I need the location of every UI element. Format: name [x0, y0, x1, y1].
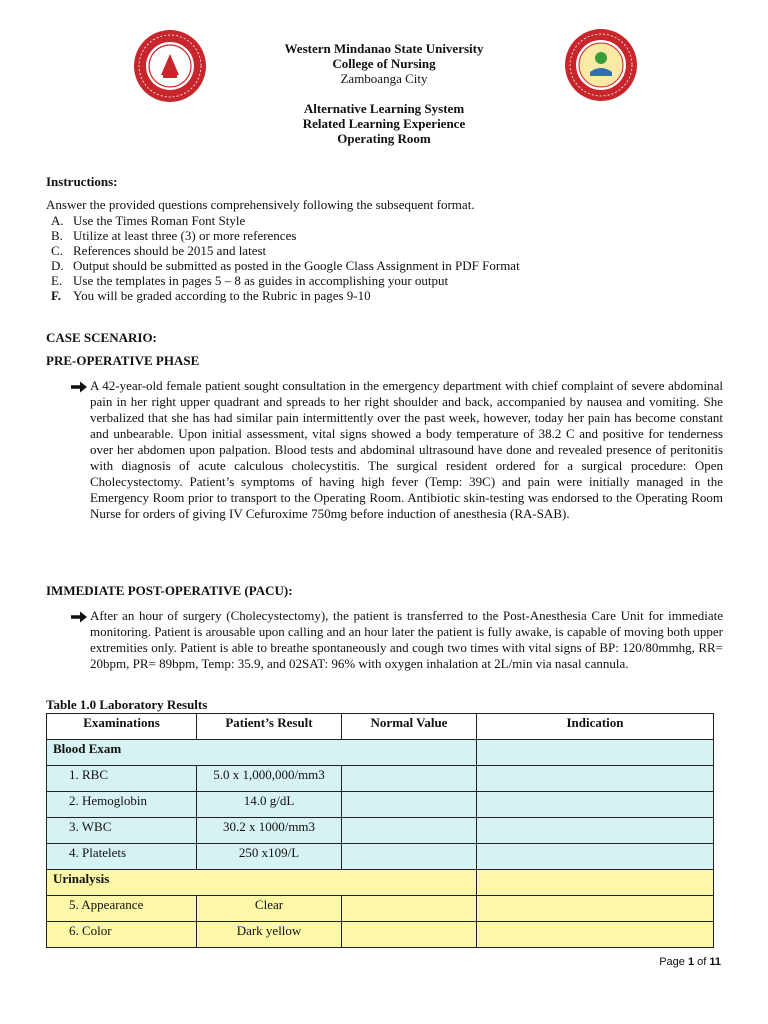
instructions-intro: Answer the provided questions comprehensively following the subsequent format.: [46, 197, 475, 212]
normal-value-cell[interactable]: [342, 844, 477, 870]
indication-cell[interactable]: [477, 766, 714, 792]
instruction-text: Utilize at least three (3) or more references: [73, 228, 297, 243]
exam-cell: 5. Appearance: [47, 896, 197, 922]
instruction-text: You will be graded according to the Rubric in pages 9-10: [73, 288, 371, 303]
instruction-item: [51, 288, 731, 303]
exam-cell: 1. RBC: [47, 766, 197, 792]
result-cell: Dark yellow: [197, 922, 342, 948]
pre-operative-label: PRE-OPERATIVE PHASE: [46, 353, 200, 368]
table-caption: Table 1.0 Laboratory Results: [46, 697, 208, 712]
area-title: Operating Room: [337, 131, 431, 146]
result-cell: 30.2 x 1000/mm3: [197, 818, 342, 844]
instruction-letter: C.: [51, 243, 63, 258]
exam-cell: 4. Platelets: [47, 844, 197, 870]
page-total: 11: [709, 956, 721, 968]
city-name: Zamboanga City: [340, 71, 428, 86]
instruction-text: References should be 2015 and latest: [73, 243, 267, 258]
instruction-letter: A.: [51, 213, 64, 228]
indication-cell[interactable]: [477, 792, 714, 818]
result-cell: 5.0 x 1,000,000/mm3: [197, 766, 342, 792]
table-row: [47, 792, 714, 818]
header-indication: Indication: [477, 714, 714, 740]
exam-cell: 3. WBC: [47, 818, 197, 844]
instruction-item: [51, 273, 731, 288]
instruction-item: [51, 258, 731, 273]
normal-value-cell[interactable]: [342, 922, 477, 948]
normal-value-cell[interactable]: [342, 792, 477, 818]
indication-cell[interactable]: [477, 818, 714, 844]
instruction-letter: D.: [51, 258, 64, 273]
result-cell: 250 x109/L: [197, 844, 342, 870]
instruction-text: Use the templates in pages 5 – 8 as guides in accomplishing your output: [73, 273, 449, 288]
college-name: College of Nursing: [332, 56, 436, 71]
indication-cell[interactable]: [477, 844, 714, 870]
instruction-letter: E.: [51, 273, 63, 288]
section-indication-cell: [477, 870, 714, 896]
program-title: Alternative Learning System: [303, 101, 465, 116]
table-row: [47, 922, 714, 948]
post-operative-text: After an hour of surgery (Cholecystectomy), the patient is transferred to the Post-Anesthesia Care Unit for immediate monitoring. Patient is arousable upon calling and an hour later the patient is fully awake, is capable of moving both upper extremities only. Patient is able to breathe spontaneously and cough two times with vital signs of BP: 120/80mmhg, RR= 20bpm, PR= 89bpm, Temp: 35.9, and 02SAT: 96% with oxygen inhalation at 2L/min via nasal cannula.: [90, 608, 723, 671]
instruction-letter: B.: [51, 228, 63, 243]
header-patient-result: Patient’s Result: [197, 714, 342, 740]
result-cell: Clear: [197, 896, 342, 922]
instruction-text: Use the Times Roman Font Style: [73, 213, 246, 228]
exam-cell: 2. Hemoglobin: [47, 792, 197, 818]
table-row: [47, 844, 714, 870]
section-row-blood-exam: [47, 740, 714, 766]
page-number: [659, 956, 721, 968]
instructions-list: [51, 213, 731, 303]
header-examinations: Examinations: [47, 714, 197, 740]
instruction-letter: F.: [51, 288, 61, 303]
laboratory-results-table: [46, 713, 714, 948]
arrow-right-icon: [70, 380, 88, 394]
case-scenario-label: CASE SCENARIO:: [46, 330, 157, 345]
instruction-item: [51, 243, 731, 258]
indication-cell[interactable]: [477, 922, 714, 948]
experience-title: Related Learning Experience: [302, 116, 466, 131]
result-cell: 14.0 g/dL: [197, 792, 342, 818]
table-row: [47, 896, 714, 922]
table-row: [47, 818, 714, 844]
section-indication-cell: [477, 740, 714, 766]
normal-value-cell[interactable]: [342, 896, 477, 922]
section-name: Blood Exam: [47, 740, 477, 766]
arrow-right-icon: [70, 610, 88, 624]
pre-operative-text: A 42-year-old female patient sought consultation in the emergency department with chief complaint of severe abdominal pain in her right upper quadrant and spreads to her right shoulder and back, accompanied by nausea and vomiting. She verbalized that she has had similar pain intermittently over the past week, however, today her pain has become constant and unbearable. Upon initial assessment, vital signs showed a body temperature of 38.2 C and positive for tenderness over her abdomen upon palpation. Blood tests and abdominal ultrasound have done and revealed presence of peritonitis with diagnosis of acute calculous cholecystitis. The surgical resident ordered for a surgical procedure: Open Cholecystectomy. Patient’s symptoms of having high fever (Temp: 39C) and pain were initially managed in the Emergency Room prior to transport to the Operating Room. Antibiotic skin-testing was endorsed to the Operating Room Nurse for orders of giving IV Cefuroxime 750mg before induction of anesthesia (RA-SAB).: [90, 378, 723, 521]
page-middle: of: [694, 956, 710, 968]
table-row: [47, 766, 714, 792]
normal-value-cell[interactable]: [342, 818, 477, 844]
section-name: Urinalysis: [47, 870, 477, 896]
exam-cell: 6. Color: [47, 922, 197, 948]
page-prefix: Page: [659, 956, 688, 968]
section-row-urinalysis: [47, 870, 714, 896]
post-operative-label: IMMEDIATE POST-OPERATIVE (PACU):: [46, 583, 293, 598]
instructions-label: Instructions:: [46, 174, 118, 189]
university-name: Western Mindanao State University: [284, 41, 484, 56]
table-header-row: [47, 714, 714, 740]
normal-value-cell[interactable]: [342, 766, 477, 792]
page-current: 1: [687, 956, 695, 968]
instruction-item: [51, 213, 731, 228]
instruction-text: Output should be submitted as posted in the Google Class Assignment in PDF Format: [73, 258, 520, 273]
indication-cell[interactable]: [477, 896, 714, 922]
header-normal-value: Normal Value: [342, 714, 477, 740]
instruction-item: [51, 228, 731, 243]
